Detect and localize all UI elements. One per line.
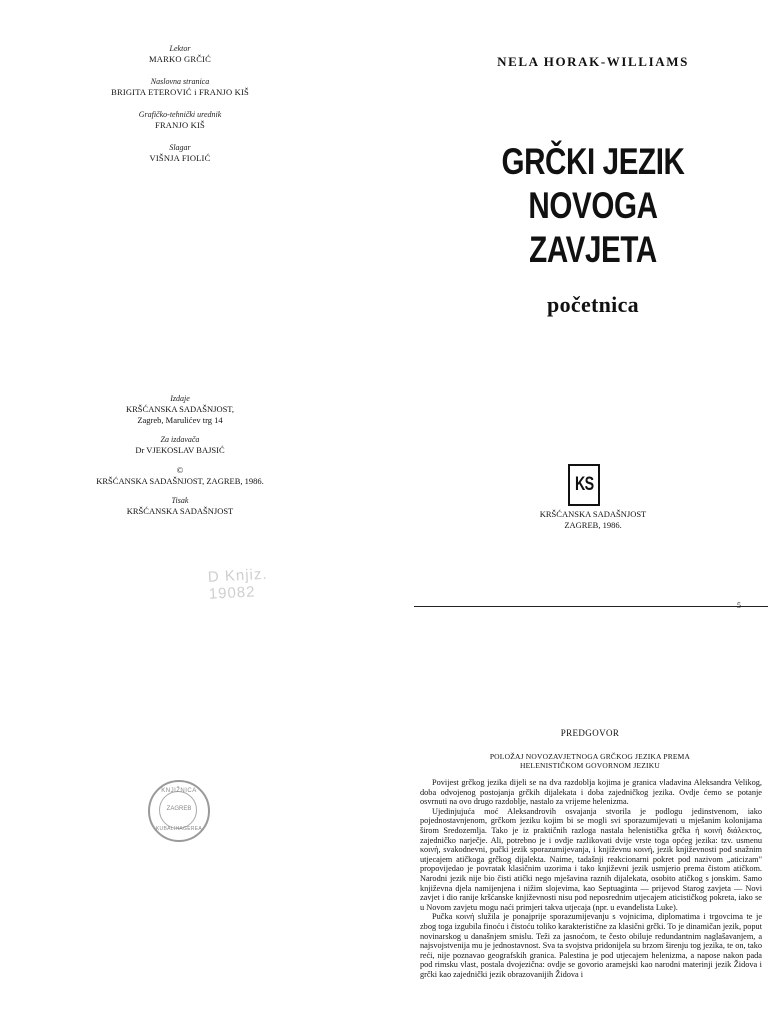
printer-info — [60, 496, 300, 517]
credit-role: Naslovna stranica — [150, 77, 210, 86]
publisher-logo-icon — [568, 464, 600, 506]
library-stamp-icon — [148, 780, 210, 842]
title-publisher — [428, 509, 758, 531]
publisher-address: Zagreb, Marulićev trg 14 — [137, 415, 223, 425]
paragraph: Pučka κοινή služila je ponajprije sporazumijevanju s vojnicima, diplomatima i trgovcima te je zbog toga izgubila finoću i čistoću toliko karakterističnе za klasični grčki. To je dinamičan jezik, poput novinarskog u današnjem smislu. Teži za jasnoćom, te često obiluje redundantnim naglašavanjem, a najsvojstvenija mu je jednostavnost. Sva ta svojstva pridonijela su brzom širenju tog jezika, te on, tako reći, nije poznavao geografskih granica. Palestina je pod utjecajem helenizma, a napose nakon pada pod rimsku vlast, postala dvojezična: ovdje se govorio aramejski kao narodni materinji jezik Židova i grčki kao zajednički jezik obrazovanijih Židova i — [420, 912, 762, 979]
stamp-top-text: KNJIŽNICA — [161, 788, 197, 794]
title-line: NOVOGA — [528, 185, 658, 226]
section-title — [440, 752, 740, 770]
credits-block — [60, 44, 300, 176]
preface-body — [420, 778, 762, 979]
credit-role: Slagar — [169, 143, 191, 152]
stamp-middle-text: ZAGREB — [166, 806, 192, 812]
credit-name: VIŠNJA FIOLIĆ — [149, 153, 211, 163]
paragraph: Povijest grčkog jezika dijeli se na dva razdoblja kojima je granica vladavina Aleksandra Velikog, doba odvojenog postojanja grčkih dijalekata i doba zajedničkog jezika. Ovdje ćemo se potanje osvrnuti na ovo drugo razdoblje, nastalo za vrijeme helenizma. — [420, 778, 762, 807]
page-number: 5 — [737, 601, 741, 610]
representative-role: Za izdavača — [160, 435, 200, 444]
stamp-bottom-text: KUBALIHAGEREA — [155, 826, 203, 832]
copyright-icon: © — [176, 465, 184, 475]
title-publisher-place-year: ZAGREB, 1986. — [564, 520, 622, 530]
credit-name: BRIGITA ETEROVIĆ i FRANJO KIŠ — [111, 87, 249, 97]
credit-lektor — [60, 44, 300, 65]
section-title-line: HELENISTIČKOM GOVORNOM JEZIKU — [520, 761, 660, 770]
printer-name: KRŠĆANSKA SADAŠNJOST — [126, 506, 234, 516]
title-line: GRČKI JEZIK — [501, 141, 685, 182]
faint-ink-stamp: D Knjiz. 19082 — [207, 565, 268, 603]
copyright-line: KRŠĆANSKA SADAŠNJOST, ZAGREB, 1986. — [96, 476, 264, 486]
section-title-line: POLOŽAJ NOVOZAVJETNOGA GRČKOG JEZIKA PREMA — [489, 752, 691, 761]
author-name: NELA HORAK-WILLIAMS — [497, 54, 689, 69]
logo-text: KS — [574, 474, 594, 495]
credit-role: Lektor — [169, 44, 191, 53]
title-line: ZAVJETA — [529, 229, 657, 270]
representative-name: Dr VJEKOSLAV BAJSIĆ — [135, 445, 225, 455]
title-publisher-name: KRŠĆANSKA SADAŠNJOST — [539, 509, 647, 519]
printer-role: Tisak — [171, 496, 189, 505]
credit-typesetter — [60, 143, 300, 164]
copyright-info — [60, 465, 300, 487]
credit-name: MARKO GRČIĆ — [149, 54, 211, 64]
credit-cover — [60, 77, 300, 98]
credit-editor — [60, 110, 300, 131]
paragraph: Ujedinjujuća moć Aleksandrovih osvajanja stvorila je podlogu jedinstvenom, iako pojednostavnjenom, grčkom jeziku kojim bi se mogli svi sporazumijevati u mješanim kolonijama širom Sredozemlja. Tako je iz praktičnih razloga nastala helenistička grčka ἡ κοινὴ διάλεκτος, zajedničko narječje. Ali, potrebno je i ovdje razlikovati dvije vrste toga općeg jezika: tzv. usmenu κοινή, svakodnevni, pučki jezik sporazumijevanja, i književnu κοινή, jezik književnosti pod snažnim utjecajem atičkoga grčkog dijalekta. Naime, tadašnji reakcionarni pokret pod nazivom „aticizam" propovijedao je povratak klasičnim uzorima i tako književni jezik usmjerio prema čistom atičkom. Narodni jezik nije bio čisti atički nego mješavina raznih dijalekata, osobito atičkog s jonskim. Samo književna djela namijenjena i nižim slojevima, kao Septuaginta — prijevod Starog zavjeta — Novi zavjet i dio ranije kršćanske književnosti nisu pod neposrednim utjecajem aticističkog pokreta, iako se u Novom zavjetu mogu naći primjeri takva utjecaja (npr. u evanđelista Luke). — [420, 806, 762, 912]
credit-role: Grafičko-tehnički urednik — [138, 110, 222, 119]
publishing-block — [60, 394, 300, 526]
preface-heading: PREDGOVOR — [560, 728, 620, 738]
book-title — [461, 140, 725, 272]
publisher-name: KRŠĆANSKA SADAŠNJOST, — [125, 404, 234, 414]
publisher-role: Izdaje — [170, 394, 190, 403]
publisher-info — [60, 394, 300, 426]
page-divider — [414, 606, 768, 607]
credit-name: FRANJO KIŠ — [155, 120, 205, 130]
publisher-representative — [60, 435, 300, 456]
book-subtitle: početnica — [547, 292, 639, 317]
